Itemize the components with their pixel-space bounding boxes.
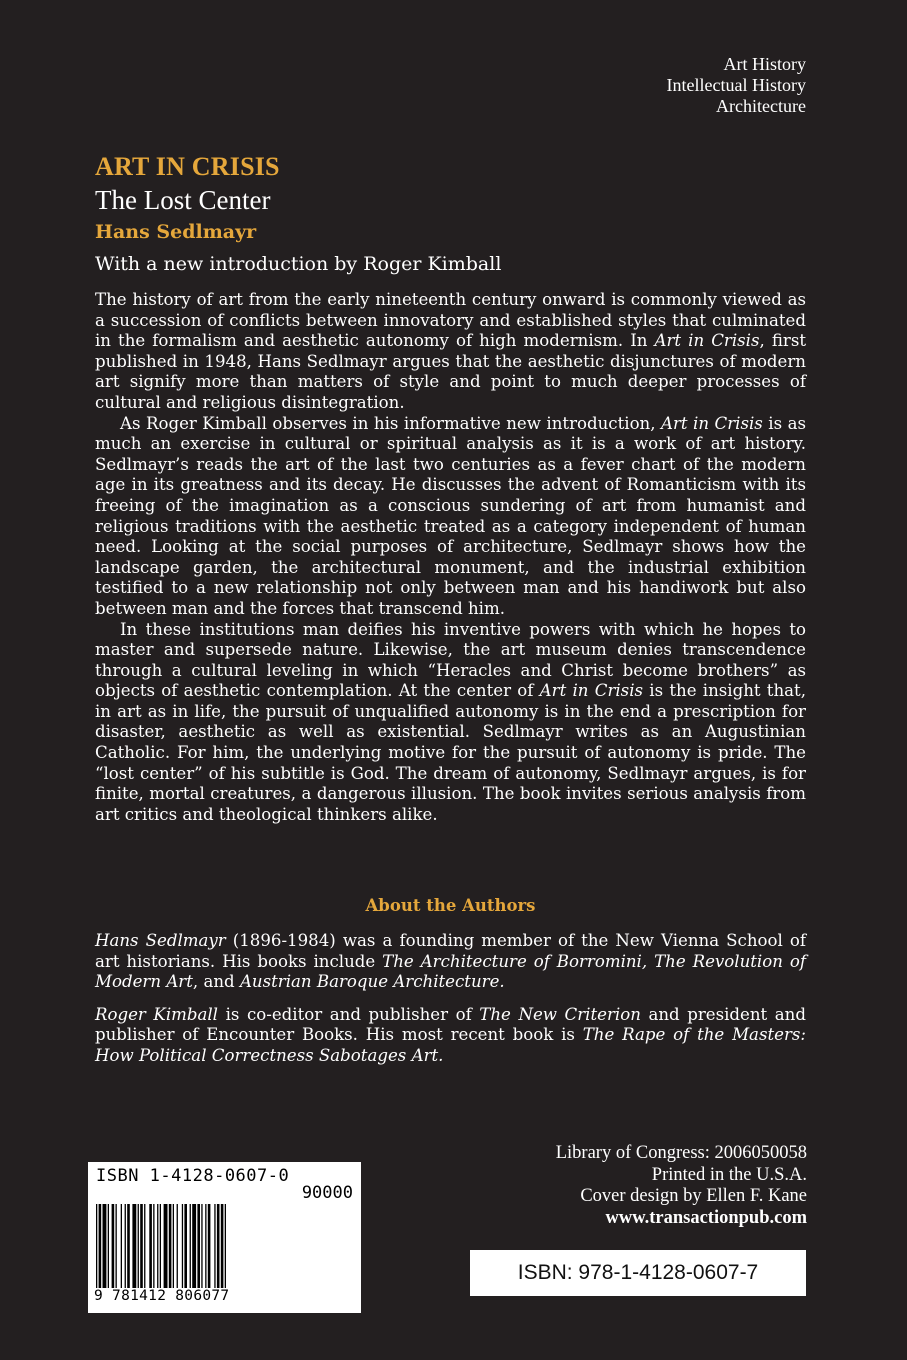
- about-authors-heading: About the Authors: [365, 896, 536, 915]
- barcode-bar: [116, 1204, 117, 1288]
- barcode-bar: [153, 1204, 154, 1288]
- barcode-digits: 9 781412 806077: [94, 1288, 230, 1304]
- barcode-bar: [103, 1204, 107, 1288]
- imprint-info: [556, 1143, 807, 1229]
- barcode-bar: [182, 1204, 183, 1288]
- barcode: [88, 1162, 361, 1313]
- book-author: Hans Sedlmayr: [95, 221, 257, 243]
- bio-kimball: Roger Kimball is co-editor and publisher of The New Criterion and president and publisher of Encounter Books. His most recent book is The Rape of the Masters: How Political Correctness Sabotages Art.: [95, 1004, 806, 1065]
- barcode-isbn10: ISBN 1-4128-0607-0: [96, 1166, 290, 1186]
- barcode-bar: [96, 1204, 97, 1288]
- category-art-history: Art History: [723, 54, 806, 74]
- cover-design-credit: Cover design by Ellen F. Kane: [580, 1186, 807, 1206]
- barcode-bar: [144, 1204, 145, 1288]
- barcode-bar: [138, 1204, 139, 1288]
- barcode-bar: [160, 1204, 161, 1288]
- category-architecture: Architecture: [716, 96, 806, 116]
- intro-credit: With a new introduction by Roger Kimball: [95, 253, 502, 275]
- barcode-bar: [177, 1204, 178, 1288]
- barcode-bar: [132, 1204, 136, 1288]
- barcode-bar: [112, 1204, 115, 1288]
- title-block: [95, 152, 815, 275]
- book-title: ART IN CRISIS: [95, 152, 280, 181]
- library-of-congress: Library of Congress: 2006050058: [555, 1143, 807, 1163]
- barcode-bar: [190, 1204, 191, 1288]
- description-paragraph-1: The history of art from the early nineteenth century onward is commonly viewed as a succession of conflicts between innovatory and established styles that culminated in the formalism and aesthetic autonomy of high modernism. In Art in Crisis, first published in 1948, Hans Sedlmayr argues that the aesthetic disjunctures of modern art signify more than matters of style and point to much deeper processes of cultural and religious disintegration.: [95, 290, 807, 412]
- barcode-bar: [184, 1204, 187, 1288]
- barcode-bar: [169, 1204, 172, 1288]
- description-paragraph-2: As Roger Kimball observes in his informative new introduction, Art in Crisis is as much an exercise in cultural or spiritual analysis as it is a work of art history. Sedlmayr’s reads the art of the last two centuries as a fever chart of the modern age in its greatness and its decay. He discusses the advent of Romanticism with its freeing of the imagination as a conscious sundering of art from humanist and religious traditions with the aesthetic treated as a category independent of human need. Looking at the social purposes of architecture, Sedlmayr shows how the landscape garden, the architectural monument, and the industrial exhibition testified to a new relationship not only between man and his handiwork but also between man and the forces that transcend him.: [95, 413, 806, 618]
- barcode-bar: [157, 1204, 158, 1288]
- isbn13-label: ISBN: 978-1-4128-0607-7: [470, 1250, 806, 1296]
- barcode-bar: [121, 1204, 122, 1288]
- subject-categories: [667, 54, 806, 117]
- barcode-bar: [127, 1204, 130, 1288]
- author-bios: [95, 931, 806, 1079]
- book-description: [95, 290, 806, 825]
- barcode-bar: [125, 1204, 126, 1288]
- barcode-bar: [205, 1204, 206, 1288]
- barcode-bar: [201, 1204, 202, 1288]
- barcode-bar: [214, 1204, 215, 1288]
- category-intellectual-history: Intellectual History: [666, 75, 806, 95]
- barcode-bar: [197, 1204, 200, 1288]
- barcode-bar: [221, 1204, 224, 1288]
- bio-sedlmayr: Hans Sedlmayr (1896-1984) was a founding member of the New Vienna School of art historians. His books include The Architecture of Borromini, The Revolution of Modern Art, and Austrian Baroque Architecture.: [95, 931, 806, 992]
- barcode-bar: [149, 1204, 152, 1288]
- barcode-price-code: 90000: [301, 1183, 353, 1203]
- barcode-bar: [99, 1204, 102, 1288]
- barcode-bar: [164, 1204, 168, 1288]
- barcode-bar: [140, 1204, 143, 1288]
- barcode-bar: [225, 1204, 226, 1288]
- barcode-bars: [96, 1204, 354, 1288]
- barcode-bar: [173, 1204, 174, 1288]
- description-paragraph-3: In these institutions man deifies his inventive powers with which he hopes to master and supersede nature. Likewise, the art museum denies transcendence through a cultural leveling in which “Heracles and Christ become brothers” as objects of aesthetic contemplation. At the center of Art in Crisis is the insight that, in art as in life, the pursuit of unqualified autonomy is in the end a prescription for disaster, aesthetic as well as existential. Sedlmayr writes as an Augustinian Catholic. For him, the underlying motive for the pursuit of autonomy is pride. The “lost center” of his subtitle is God. The dream of autonomy, Sedlmayr argues, is for finite, mortal creatures, a dangerous illusion. The book invites serious analysis from art critics and theological thinkers alike.: [95, 619, 807, 824]
- publisher-url[interactable]: www.transactionpub.com: [605, 1207, 807, 1228]
- barcode-bar: [217, 1204, 220, 1288]
- printed-in: Printed in the U.S.A.: [651, 1164, 807, 1185]
- barcode-bar: [192, 1204, 196, 1288]
- barcode-bar: [208, 1204, 211, 1288]
- book-subtitle: The Lost Center: [95, 185, 271, 215]
- barcode-bar: [108, 1204, 109, 1288]
